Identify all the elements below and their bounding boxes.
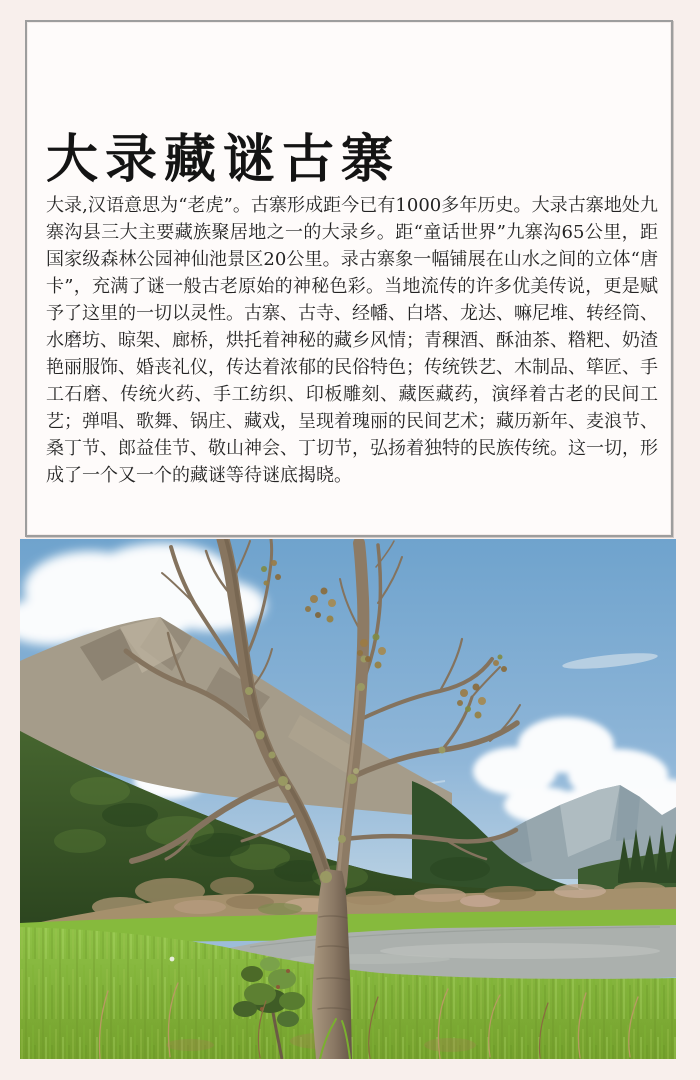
body-paragraph: 大录,汉语意思为“老虎”。古寨形成距今已有1000多年历史。大录古寨地处九寨沟县三大主要藏族聚居地之一的大录乡。距“童话世界”九寨沟65公里，距国家级森林公园神仙池景区20公里。录古寨象一幅铺展在山水之间的立体“唐卡”，充满了谜一般古老原始的神秘色彩。当地流传的许多优美传说，更是赋予了这里的一切以灵性。古寨、古寺、经幡、白塔、龙达、嘛尼堆、转经筒、水磨坊、晾架、廊桥，烘托着神秘的藏乡风情；青稞酒、酥油茶、糌粑、奶渣艳丽服饰、婚丧礼仪，传达着浓郁的民俗特色；传统铁艺、木制品、筚匠、手工石磨、传统火药、手工纺织、印板雕刻、藏医藏药，演绎着古老的民间工艺；弹唱、歌舞、锅庄、藏戏，呈现着瑰丽的民间艺术；藏历新年、麦浪节、桑丁节、郎益佳节、敬山神会、丁切节，弘扬着独特的民族传统。这一切，形成了一个又一个的藏谜等待谜底揭晓。 xyxy=(46,195,658,486)
landscape-photo xyxy=(20,539,676,1059)
page-title: 大录藏谜古寨 xyxy=(46,128,401,190)
framed-text-panel xyxy=(25,20,673,537)
landscape-photo-scene xyxy=(20,539,676,1059)
